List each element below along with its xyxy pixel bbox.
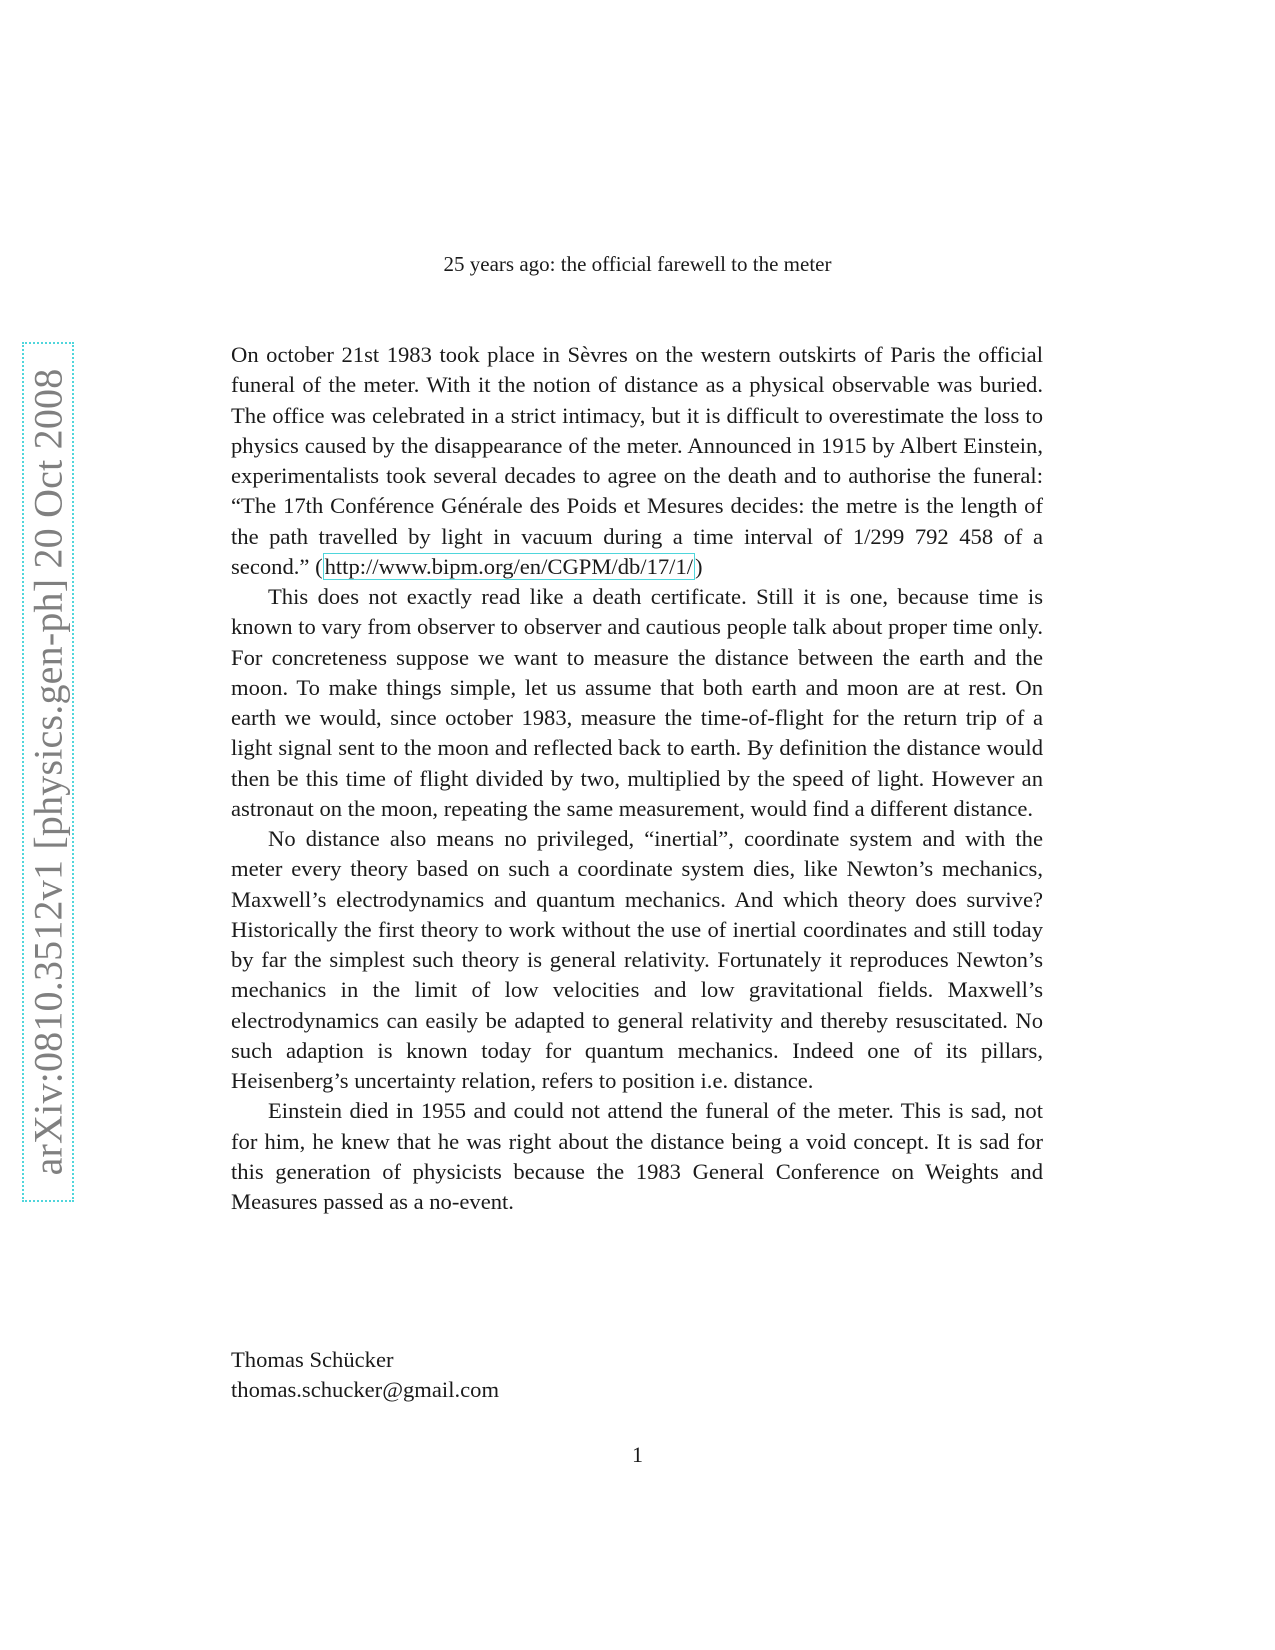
bipm-link[interactable]: http://www.bipm.org/en/CGPM/db/17/1/ xyxy=(324,553,694,579)
author-block xyxy=(231,1345,499,1406)
paragraph-1-text: On october 21st 1983 took place in Sèvres on the western outskirts of Paris the official funeral of the meter. With it the notion of distance as a physical observable was buried. The office was celebrated in a strict intimacy, but it is difficult to overestimate the loss to physics caused by the disappearance of the meter. Announced in 1915 by Albert Einstein, experimentalists took several decades to agree on the death and to authorise the funeral: “The 17th Conférence Générale des Poids et Mesures decides: the metre is the length of the path travelled by light in vacuum during a time interval of 1/299 792 458 of a second.” ( xyxy=(231,342,1043,579)
author-name: Thomas Schücker xyxy=(231,1347,394,1372)
page-title: 25 years ago: the official farewell to the meter xyxy=(443,252,832,276)
article-body xyxy=(231,340,1043,1217)
paragraph-1 xyxy=(231,340,1043,582)
paragraph-4: Einstein died in 1955 and could not attend the funeral of the meter. This is sad, not for him, he knew that he was right about the distance being a void concept. It is sad for this generation of physicists because the 1983 General Conference on Weights and Measures passed as a no-event. xyxy=(231,1098,1043,1214)
arxiv-stamp[interactable] xyxy=(22,342,74,1202)
paragraph-3: No distance also means no privileged, “inertial”, coordinate system and with the meter every theory based on such a coordinate system dies, like Newton’s mechanics, Maxwell’s electrodynamics and quantum mechanics. And which theory does survive? Historically the first theory to work without the use of inertial coordinates and still today by far the simplest such theory is general relativity. Fortunately it reproduces Newton’s mechanics in the limit of low velocities and low gravitational fields. Maxwell’s electrodynamics can easily be adapted to general relativity and thereby resuscitated. No such adaption is known today for quantum mechanics. Indeed one of its pillars, Heisenberg’s uncertainty relation, refers to position i.e. distance. xyxy=(231,826,1043,1093)
arxiv-identifier: arXiv:0810.3512v1 [physics.gen-ph] 20 Oct 2008 xyxy=(25,368,71,1176)
paragraph-2: This does not exactly read like a death certificate. Still it is one, because time is known to vary from observer to observer and cautious people talk about proper time only. For concreteness suppose we want to measure the distance between the earth and the moon. To make things simple, let us assume that both earth and moon are at rest. On earth we would, since october 1983, measure the time-of-flight for the return trip of a light signal sent to the moon and reflected back to earth. By definition the distance would then be this time of flight divided by two, multiplied by the speed of light. However an astronaut on the moon, repeating the same measurement, would find a different distance. xyxy=(231,584,1043,821)
page-number: 1 xyxy=(632,1442,643,1467)
author-email: thomas.schucker@gmail.com xyxy=(231,1377,500,1403)
paragraph-1-closing: ) xyxy=(695,553,703,579)
